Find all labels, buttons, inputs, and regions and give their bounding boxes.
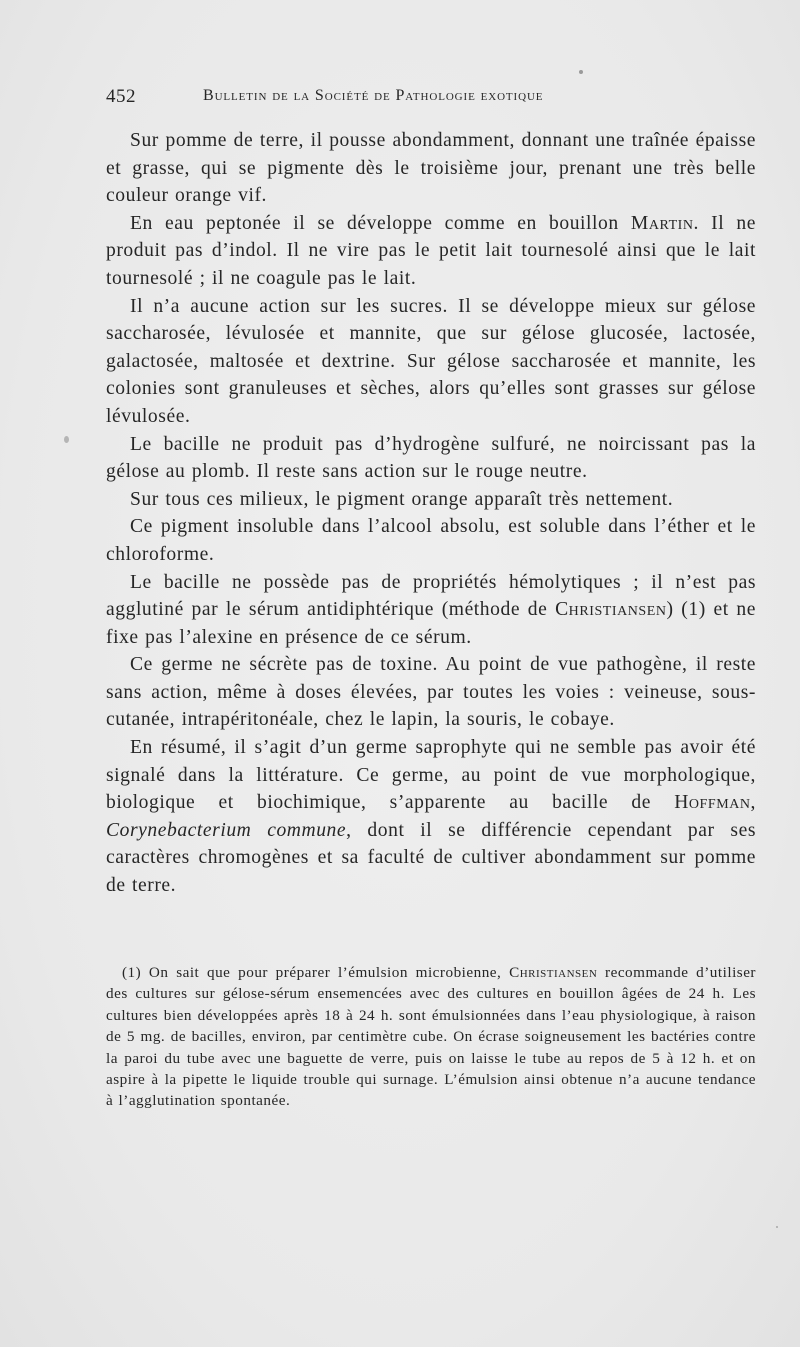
- paragraph-5: [106, 486, 756, 514]
- footnote-text-a: (1) On sait que pour préparer l’émulsion microbienne,: [122, 964, 510, 981]
- paragraph-8-text: Ce germe ne sécrète pas de toxine. Au point de vue pathogène, il reste sans action, même à doses élevées, par toutes les voies : veineuse, sous-cutanée, intrapéritonéale, chez le lapin, la souris, le cobaye.: [106, 654, 756, 731]
- paragraph-9-separator: ,: [750, 792, 756, 814]
- author-name-martin: Martin: [630, 212, 694, 234]
- paragraph-9-text-b: , dont il se différencie cependant par ses caractères chromogènes et sa faculté de cultiver abondamment sur pomme de terre.: [106, 819, 756, 897]
- body-text: [106, 127, 756, 900]
- paragraph-3: [106, 293, 756, 431]
- paragraph-9-text-a: En résumé, il s’agit d’un germe saprophyte qui ne semble pas avoir été signalé dans la littérature. Ce germe, au point de vue morphologique, biologique et biochimique, s’apparente au bacille de: [106, 737, 756, 814]
- footnote-1: [106, 962, 756, 1112]
- print-speck: [64, 436, 69, 443]
- paragraph-7-text-b: ) (1) et ne fixe pas l’alexine en présence de ce sérum.: [106, 599, 756, 648]
- print-speck: [579, 70, 583, 74]
- paragraph-7: [106, 569, 756, 652]
- running-title: Bulletin de la Société de Pathologie exotique: [203, 87, 544, 104]
- paragraph-6: [106, 513, 756, 568]
- paragraph-2: [106, 210, 756, 293]
- paragraph-7-text-a: Le bacille ne possède pas de propriétés hémolytiques ; il n’est pas agglutiné par le sérum antidiphtérique (méthode de: [106, 571, 756, 621]
- author-name-christiansen: Christiansen: [555, 599, 667, 621]
- footnote-text-b: recommande d’utiliser des cultures sur gélose-sérum ensemencées avec des cultures en bouillon âgées de 24 h. Les cultures bien développées après 18 à 24 h. sont émulsionnées dans l’eau physiologique, à raison de 5 mg. de bacilles, environ, par centimètre cube. On écrase soigneusement les bactéries contre la paroi du tube avec une baguette de verre, puis on laisse le tube au repos de 5 à 12 h. et on aspire à la pipette le liquide trouble qui surnage. L’émulsion ainsi obtenue n’a aucune tendance à l’agglutination spontanée.: [106, 964, 756, 1110]
- print-speck: [776, 1226, 778, 1228]
- paragraph-1: [106, 127, 756, 210]
- paragraph-5-text: Sur tous ces milieux, le pigment orange apparaît très nettement.: [130, 488, 674, 510]
- paragraph-9: [106, 734, 756, 900]
- page-header: [106, 86, 756, 110]
- paragraph-2-text-b: . Il ne produit pas d’indol. Il ne vire pas le petit lait tournesolé ainsi que le lait tournesolé ; il ne coagule pas le lait.: [106, 212, 756, 289]
- paragraph-4-text: Le bacille ne produit pas d’hydrogène sulfuré, ne noircissant pas la gélose au plomb. Il reste sans action sur le rouge neutre.: [106, 433, 756, 483]
- paragraph-6-text: Ce pigment insoluble dans l’alcool absolu, est soluble dans l’éther et le chloroforme.: [106, 516, 756, 565]
- paragraph-8: [106, 651, 756, 734]
- paragraph-4: [106, 431, 756, 486]
- paragraph-1-text: Sur pomme de terre, il pousse abondamment, donnant une traînée épaisse et grasse, qui se pigmente dès le troisième jour, prenant une très belle couleur orange vif.: [106, 130, 756, 207]
- paragraph-2-text-a: En eau peptonée il se développe comme en bouillon: [130, 212, 631, 234]
- footnote: [106, 962, 756, 1112]
- footnote-author-christiansen: Christiansen: [509, 964, 598, 981]
- paragraph-3-text: Il n’a aucune action sur les sucres. Il se développe mieux sur gélose saccharosée, lévulosée et mannite, que sur gélose glucosée, lactosée, galactosée, maltosée et dextrine. Sur gélose saccharosée et mannite, les colonies sont granuleuses et sèches, alors qu’elles sont grasses sur gélose lévulosée.: [106, 295, 756, 427]
- author-name-hoffman: Hoffman: [674, 792, 751, 814]
- species-name: Corynebacterium commune: [106, 819, 347, 841]
- page-number: 452: [106, 86, 136, 107]
